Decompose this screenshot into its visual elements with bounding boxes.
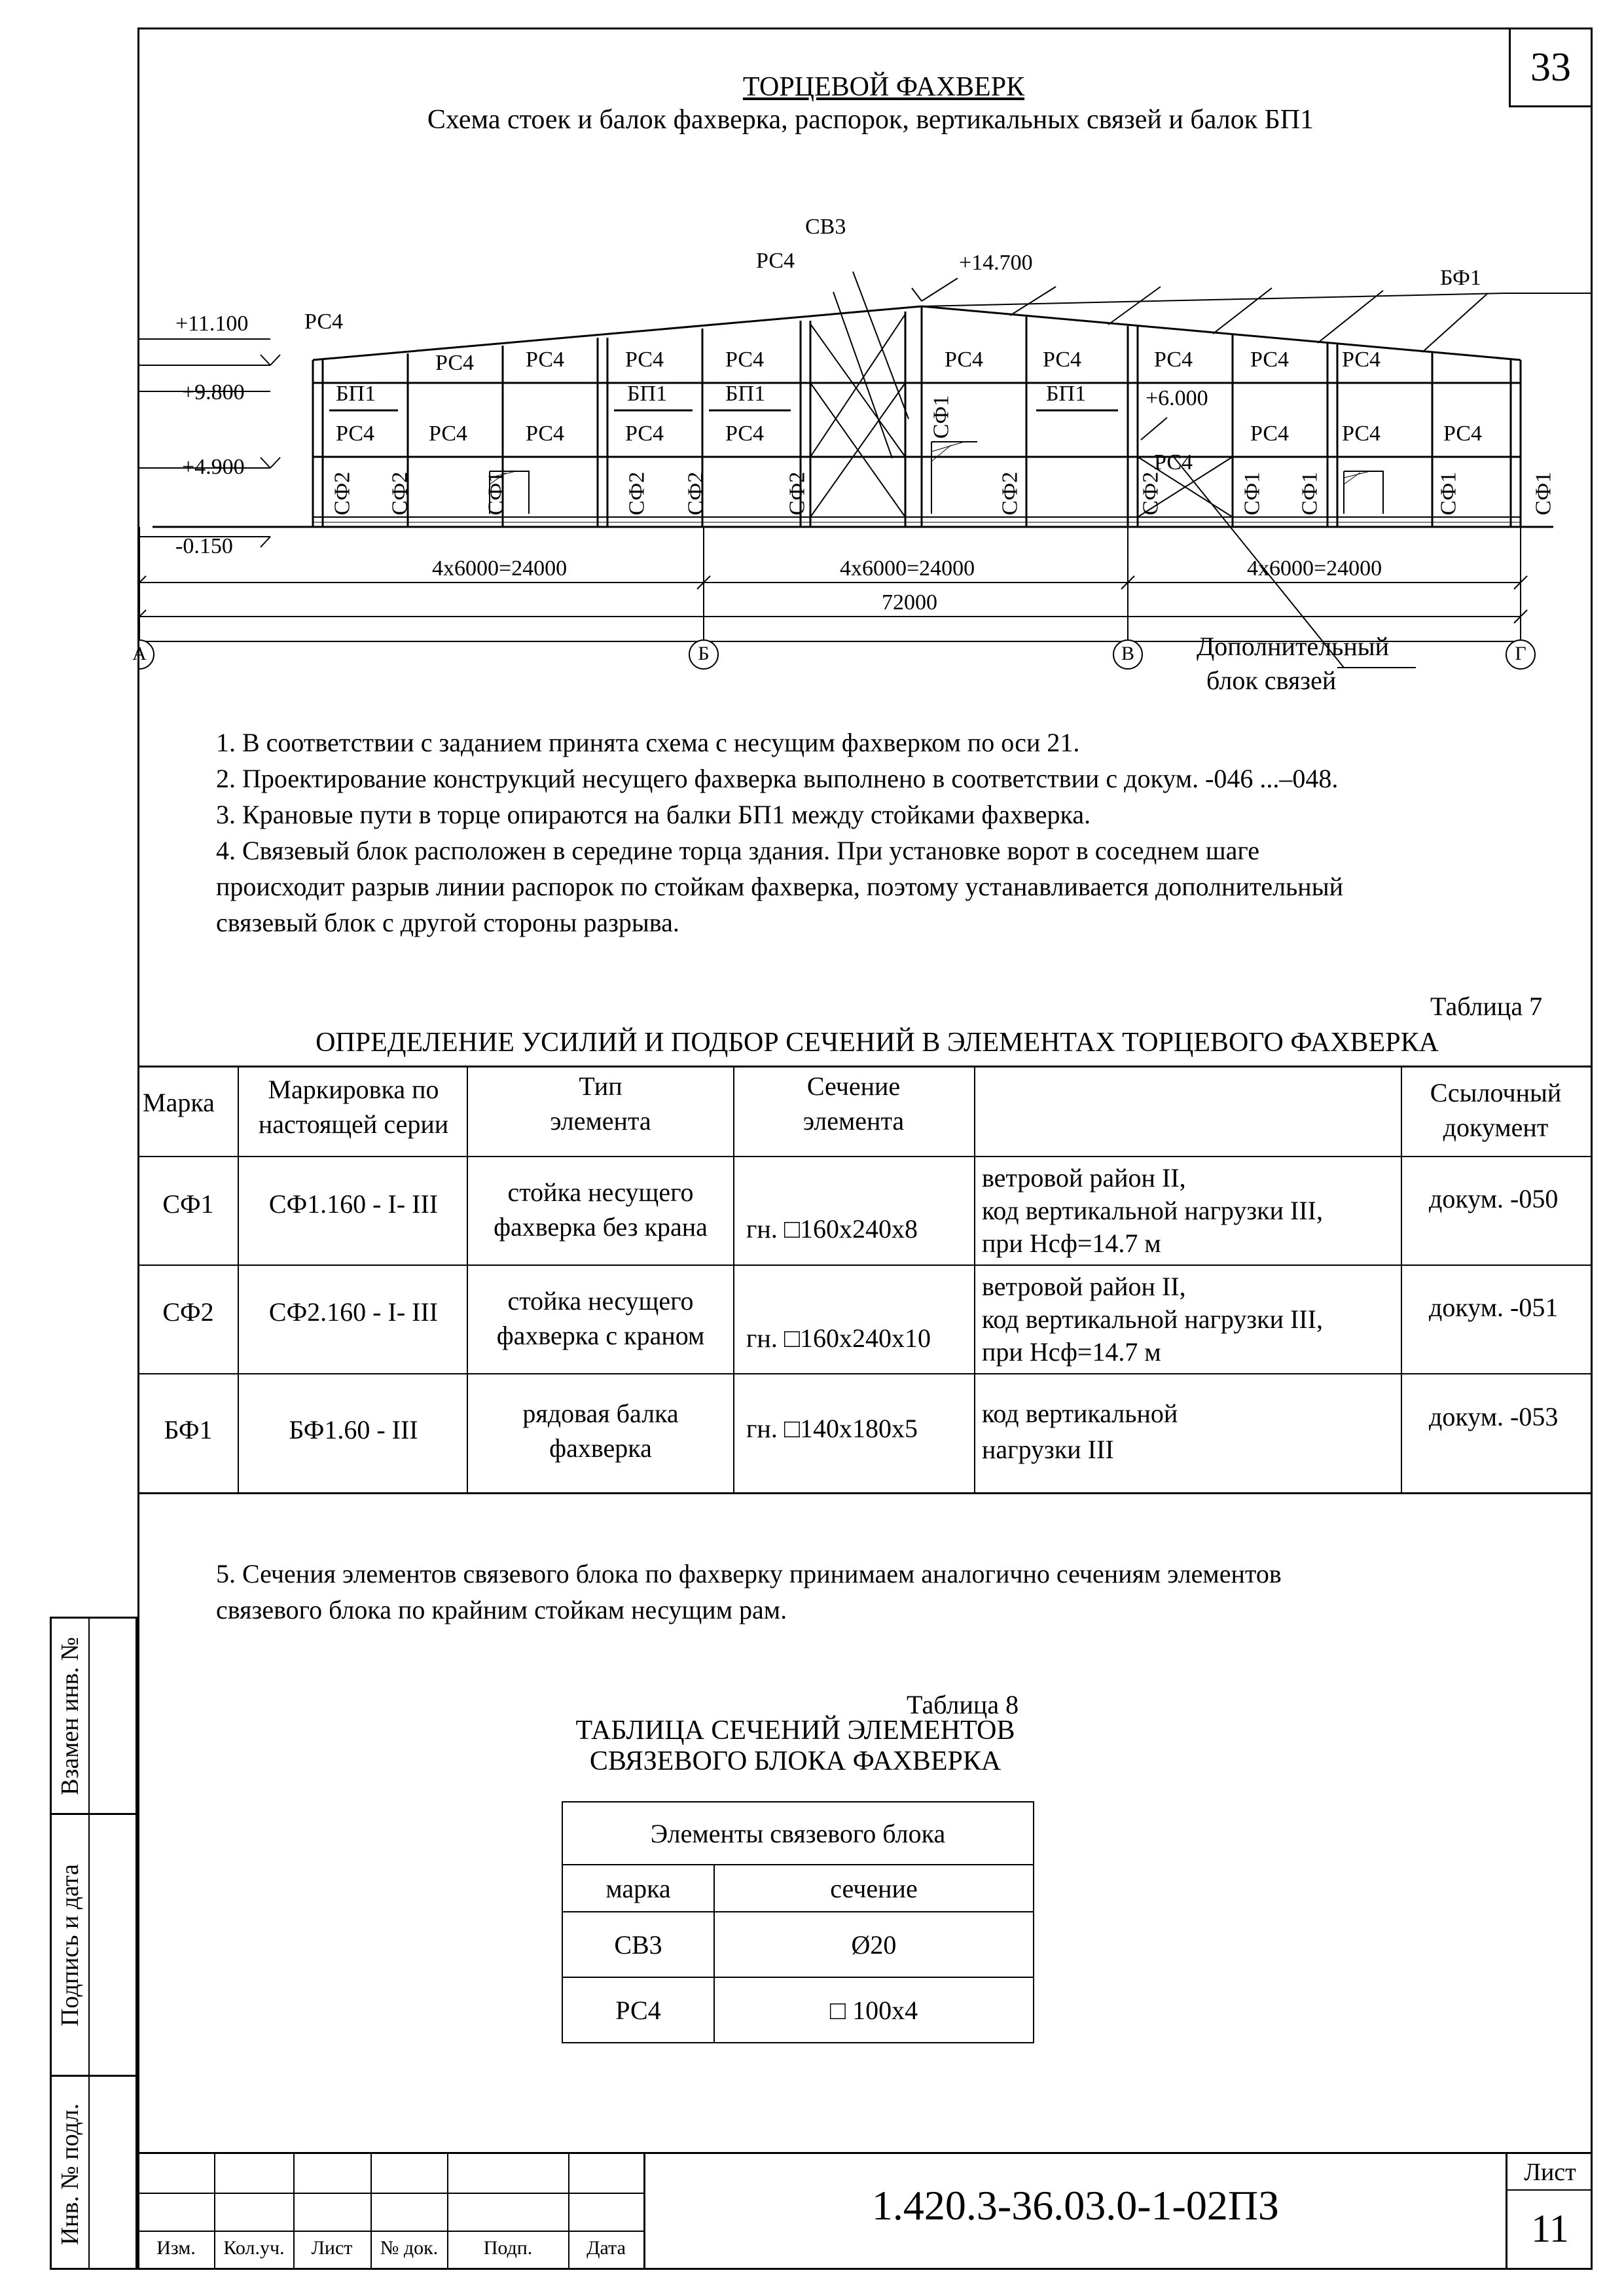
table7-cell-mark: СФ2 bbox=[162, 1297, 214, 1327]
table8-col-section: сечение bbox=[714, 1865, 1034, 1912]
table7-cell-section: гн. □140х180х5 bbox=[746, 1414, 918, 1443]
side-stamp-divider bbox=[50, 1813, 137, 1815]
table7-caption: Таблица 7 bbox=[1430, 992, 1543, 1021]
sheet-number: 11 bbox=[1531, 2207, 1569, 2250]
note-5: 5. Сечения элементов связевого блока по фахверку принимаем аналогично сечениям элементов bbox=[216, 1559, 1282, 1588]
title-col: Кол.уч. bbox=[223, 2237, 285, 2259]
th-section: элемента bbox=[803, 1106, 905, 1136]
label-rs4: РС4 bbox=[429, 422, 468, 446]
th-ref: Ссылочный bbox=[1430, 1078, 1562, 1107]
table7-cell-type: фахверка с краном bbox=[496, 1321, 705, 1350]
table8-title: СВЯЗЕВОГО БЛОКА ФАХВЕРКА bbox=[589, 1746, 1001, 1776]
table7-cell-condition: при Hсф=14.7 м bbox=[982, 1337, 1161, 1367]
label-sf2: СФ2 bbox=[330, 471, 355, 516]
level-label-top: +14.700 bbox=[959, 251, 1033, 275]
title-col: Лист bbox=[311, 2237, 353, 2259]
label-bp1: БП1 bbox=[627, 382, 668, 406]
label-bp1: БП1 bbox=[336, 382, 376, 406]
label-rs4: РС4 bbox=[725, 348, 765, 372]
th-type: элемента bbox=[550, 1106, 651, 1136]
table7-cell-type: стойка несущего bbox=[507, 1286, 694, 1316]
table8-cell-section: □ 100х4 bbox=[714, 1977, 1034, 2043]
title-block-line bbox=[1506, 2189, 1593, 2191]
table7-cell-section: гн. □160х240х8 bbox=[746, 1214, 918, 1244]
th-series: настоящей серии bbox=[258, 1109, 449, 1139]
note-3: 3. Крановые пути в торце опираются на балки БП1 между стойками фахверка. bbox=[216, 800, 1091, 829]
side-stamp-divider bbox=[88, 1617, 90, 2270]
label-sf2: СФ2 bbox=[683, 471, 708, 516]
total-dimension: 72000 bbox=[882, 590, 937, 615]
stamp-inv: Инв. № подл. bbox=[56, 2103, 84, 2246]
label-rs4: РС4 bbox=[526, 422, 565, 446]
side-stamp-divider bbox=[50, 2075, 137, 2077]
table7-cell-condition: код вертикальной нагрузки III, bbox=[982, 1196, 1323, 1225]
th-section: Сечение bbox=[806, 1071, 901, 1101]
table7-cell-condition: ветровой район II, bbox=[982, 1163, 1186, 1193]
table8-cell-mark: СВ3 bbox=[562, 1912, 714, 1977]
label-rs4: РС4 bbox=[1154, 450, 1193, 475]
table7-cell-mark: БФ1 bbox=[164, 1415, 213, 1444]
th-ref: документ bbox=[1443, 1113, 1549, 1142]
note-4-cont: связевый блок с другой стороны разрыва. bbox=[216, 908, 679, 937]
table8 bbox=[562, 1801, 1034, 2043]
page-number: 33 bbox=[1530, 45, 1571, 90]
label-sf1: СФ1 bbox=[1531, 471, 1556, 516]
label-bf1: БФ1 bbox=[1440, 266, 1481, 290]
label-sf1: СФ1 bbox=[484, 471, 509, 516]
title-col: Дата bbox=[586, 2237, 626, 2259]
title-col: № док. bbox=[380, 2237, 439, 2259]
table7-cell-ref: докум. -051 bbox=[1429, 1293, 1559, 1322]
label-rs4: РС4 bbox=[1342, 348, 1381, 372]
level-label: -0.150 bbox=[175, 534, 233, 558]
table8-caption: Таблица 8 bbox=[907, 1690, 1019, 1719]
label-rs4: РС4 bbox=[945, 348, 984, 372]
table7-cell-ref: докум. -053 bbox=[1429, 1402, 1559, 1431]
th-mark: Марка bbox=[143, 1088, 215, 1117]
table7-cell-type: стойка несущего bbox=[507, 1177, 694, 1207]
note-4: 4. Связевый блок расположен в середине торца здания. При установке ворот в соседнем шаге bbox=[216, 836, 1260, 865]
stamp-sign: Подпись и дата bbox=[56, 1863, 84, 2027]
table7-cell-condition: при Hсф=14.7 м bbox=[982, 1229, 1161, 1258]
th-type: Тип bbox=[579, 1071, 623, 1101]
table7-cell-condition: нагрузки III bbox=[982, 1435, 1114, 1464]
label-rs4: РС4 bbox=[625, 348, 664, 372]
stamp-replace: Взамен инв. № bbox=[56, 1637, 84, 1795]
table7-cell-series: СФ1.160 - I- III bbox=[268, 1189, 439, 1219]
th-series: Маркировка по bbox=[268, 1075, 439, 1104]
label-sf1: СФ1 bbox=[1240, 471, 1265, 516]
label-sf1: СФ1 bbox=[1436, 471, 1461, 516]
title-col: Изм. bbox=[156, 2237, 196, 2259]
table8-title: ТАБЛИЦА СЕЧЕНИЙ ЭЛЕМЕНТОВ bbox=[575, 1715, 1015, 1746]
note-2: 2. Проектирование конструкций несущего фахверка выполнено в соответствии с докум. -046 ...–048. bbox=[216, 764, 1339, 793]
table7-cell-type: фахверка bbox=[549, 1433, 652, 1463]
extra-block-label: блок связей bbox=[1206, 666, 1337, 695]
span-dimension: 4х6000=24000 bbox=[432, 556, 568, 581]
label-rs4: РС4 bbox=[1250, 422, 1290, 446]
span-dimension: 4х6000=24000 bbox=[1247, 556, 1382, 581]
label-sf2: СФ2 bbox=[998, 471, 1022, 516]
document-code: 1.420.3-36.03.0-1-02ПЗ bbox=[871, 2182, 1280, 2229]
table8-col-mark: марка bbox=[562, 1865, 714, 1912]
label-bp1: БП1 bbox=[725, 382, 766, 406]
page-subtitle: Схема стоек и балок фахверка, распорок, вертикальных связей и балок БП1 bbox=[427, 105, 1314, 135]
label-rs4: РС4 bbox=[756, 249, 795, 273]
note-5-cont: связевого блока по крайним стойкам несущим рам. bbox=[216, 1595, 787, 1624]
level-label: +9.800 bbox=[182, 380, 245, 404]
table8-group-header: Элементы связевого блока bbox=[562, 1802, 1034, 1865]
label-rs4: РС4 bbox=[1043, 348, 1082, 372]
level-label: +11.100 bbox=[175, 312, 249, 336]
level-label: +4.900 bbox=[182, 455, 245, 479]
label-rs4: РС4 bbox=[1154, 348, 1193, 372]
table7-cell-condition: ветровой район II, bbox=[982, 1272, 1186, 1301]
table8-cell-section: Ø20 bbox=[714, 1912, 1034, 1977]
table7-cell-series: БФ1.60 - III bbox=[289, 1415, 418, 1444]
table7-cell-section: гн. □160х240х10 bbox=[746, 1323, 931, 1353]
sheet-label: Лист bbox=[1524, 2159, 1576, 2186]
label-rs4: РС4 bbox=[1250, 348, 1290, 372]
table7-cell-type: фахверка без крана bbox=[494, 1212, 708, 1242]
axis-label-v: В bbox=[1121, 643, 1134, 664]
label-rs4: РС4 bbox=[1342, 422, 1381, 446]
label-rs4: РС4 bbox=[625, 422, 664, 446]
table7-cell-condition: код вертикальной bbox=[982, 1399, 1178, 1428]
frame-top bbox=[137, 27, 1593, 29]
table7-cell-mark: СФ1 bbox=[162, 1189, 214, 1219]
label-rs4: РС4 bbox=[725, 422, 765, 446]
axis-label-b: Б bbox=[698, 643, 710, 664]
table7-cell-series: СФ2.160 - I- III bbox=[268, 1297, 439, 1327]
page-title: ТОРЦЕВОЙ ФАХВЕРК bbox=[742, 72, 1025, 102]
axis-label-a: А bbox=[132, 643, 147, 664]
label-sf2: СФ2 bbox=[1138, 471, 1163, 516]
label-rs4: РС4 bbox=[526, 348, 565, 372]
label-rs4: РС4 bbox=[304, 310, 344, 334]
label-rs4: РС4 bbox=[1443, 422, 1483, 446]
title-col: Подп. bbox=[483, 2237, 533, 2259]
axis-label-g: Г bbox=[1515, 643, 1526, 664]
note-4-cont: происходит разрыв линии распорок по стойкам фахверка, поэтому устанавливается дополнительный bbox=[216, 872, 1343, 901]
label-sf2: СФ2 bbox=[785, 471, 810, 516]
note-1: 1. В соответствии с заданием принята схема с несущим фахверком по оси 21. bbox=[216, 728, 1080, 757]
label-sf2: СФ2 bbox=[388, 471, 412, 516]
label-bp1: БП1 bbox=[1046, 382, 1087, 406]
label-rs4: РС4 bbox=[435, 351, 475, 375]
label-rs4: РС4 bbox=[336, 422, 375, 446]
table7-title: ОПРЕДЕЛЕНИЕ УСИЛИЙ И ПОДБОР СЕЧЕНИЙ В ЭЛЕМЕНТАХ ТОРЦЕВОГО ФАХВЕРКА bbox=[316, 1028, 1439, 1058]
label-sf1: СФ1 bbox=[1297, 471, 1322, 516]
extra-block-label: Дополнительный bbox=[1197, 632, 1390, 661]
level-label-mid: +6.000 bbox=[1146, 386, 1208, 410]
table7-cell-ref: докум. -050 bbox=[1429, 1184, 1559, 1213]
label-sv3: СВ3 bbox=[805, 215, 846, 239]
label-sf1: СФ1 bbox=[929, 395, 954, 439]
facade-scheme bbox=[139, 209, 1591, 694]
table8-cell-mark: РС4 bbox=[562, 1977, 714, 2043]
table7-cell-type: рядовая балка bbox=[522, 1399, 679, 1428]
span-dimension: 4х6000=24000 bbox=[840, 556, 975, 581]
table7-cell-condition: код вертикальной нагрузки III, bbox=[982, 1304, 1323, 1334]
label-sf2: СФ2 bbox=[624, 471, 649, 516]
